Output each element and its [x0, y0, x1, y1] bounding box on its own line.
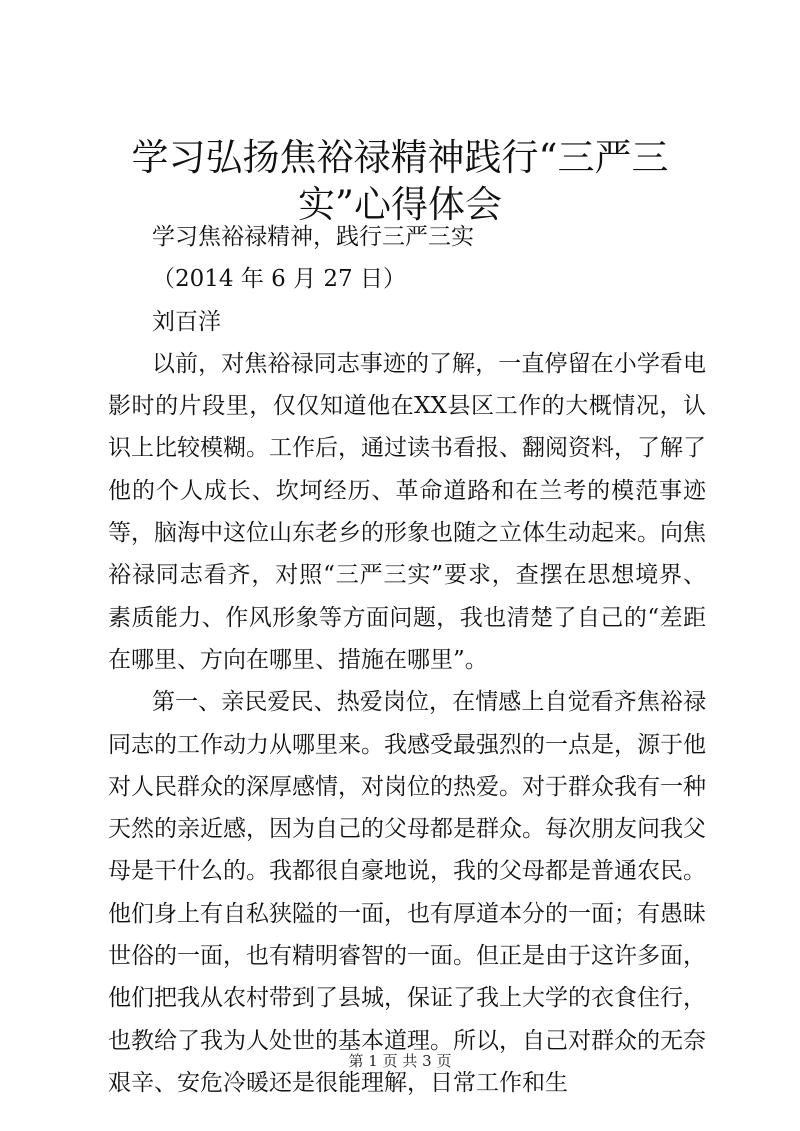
paragraph-intro: 以前，对焦裕禄同志事迹的了解，一直停留在小学看电影时的片段里，仅仅知道他在XX县区工作的大概情况，认识上比较模糊。工作后，通过读书看报、翻阅资料，了解了他的个人成长、坎坷经历、革命道路和在兰考的模范事迹等，脑海中这位山东老乡的形象也随之立体生动起来。向焦裕禄同志看齐，对照“三严三实”要求，查摆在思想境界、素质能力、作风形象等方面问题，我也清楚了自己的“差距在哪里、方向在哪里、措施在哪里”。	[108, 350, 706, 673]
page-footer: 第 1 页 共 3 页	[348, 1052, 452, 1070]
document-subtitle: 学习焦裕禄精神，践行三严三实	[152, 224, 474, 250]
document-date: （2014 年 6 月 27 日）	[152, 266, 406, 293]
document-title: 学习弘扬焦裕禄精神践行“三严三实”心得体会	[131, 136, 669, 226]
document-author: 刘百洋	[152, 308, 221, 335]
document-body	[108, 216, 706, 1104]
paragraph-first-point: 第一、亲民爱民、热爱岗位，在情感上自觉看齐焦裕禄同志的工作动力从哪里来。我感受最强烈的一点是，源于他对人民群众的深厚感情，对岗位的热爱。对于群众我有一种天然的亲近感，因为自己的父母都是群众。每次朋友问我父母是干什么的。我都很自豪地说，我的父母都是普通农民。他们身上有自私狭隘的一面，也有厚道本分的一面；有愚昧世俗的一面，也有精明睿智的一面。但正是由于这许多面，他们把我从农村带到了县城，保证了我上大学的衣食住行，也教给了我为人处世的基本道理。所以，自己对群众的无奈艰辛、安危冷暖还是很能理解，日常工作和生	[108, 689, 706, 1096]
